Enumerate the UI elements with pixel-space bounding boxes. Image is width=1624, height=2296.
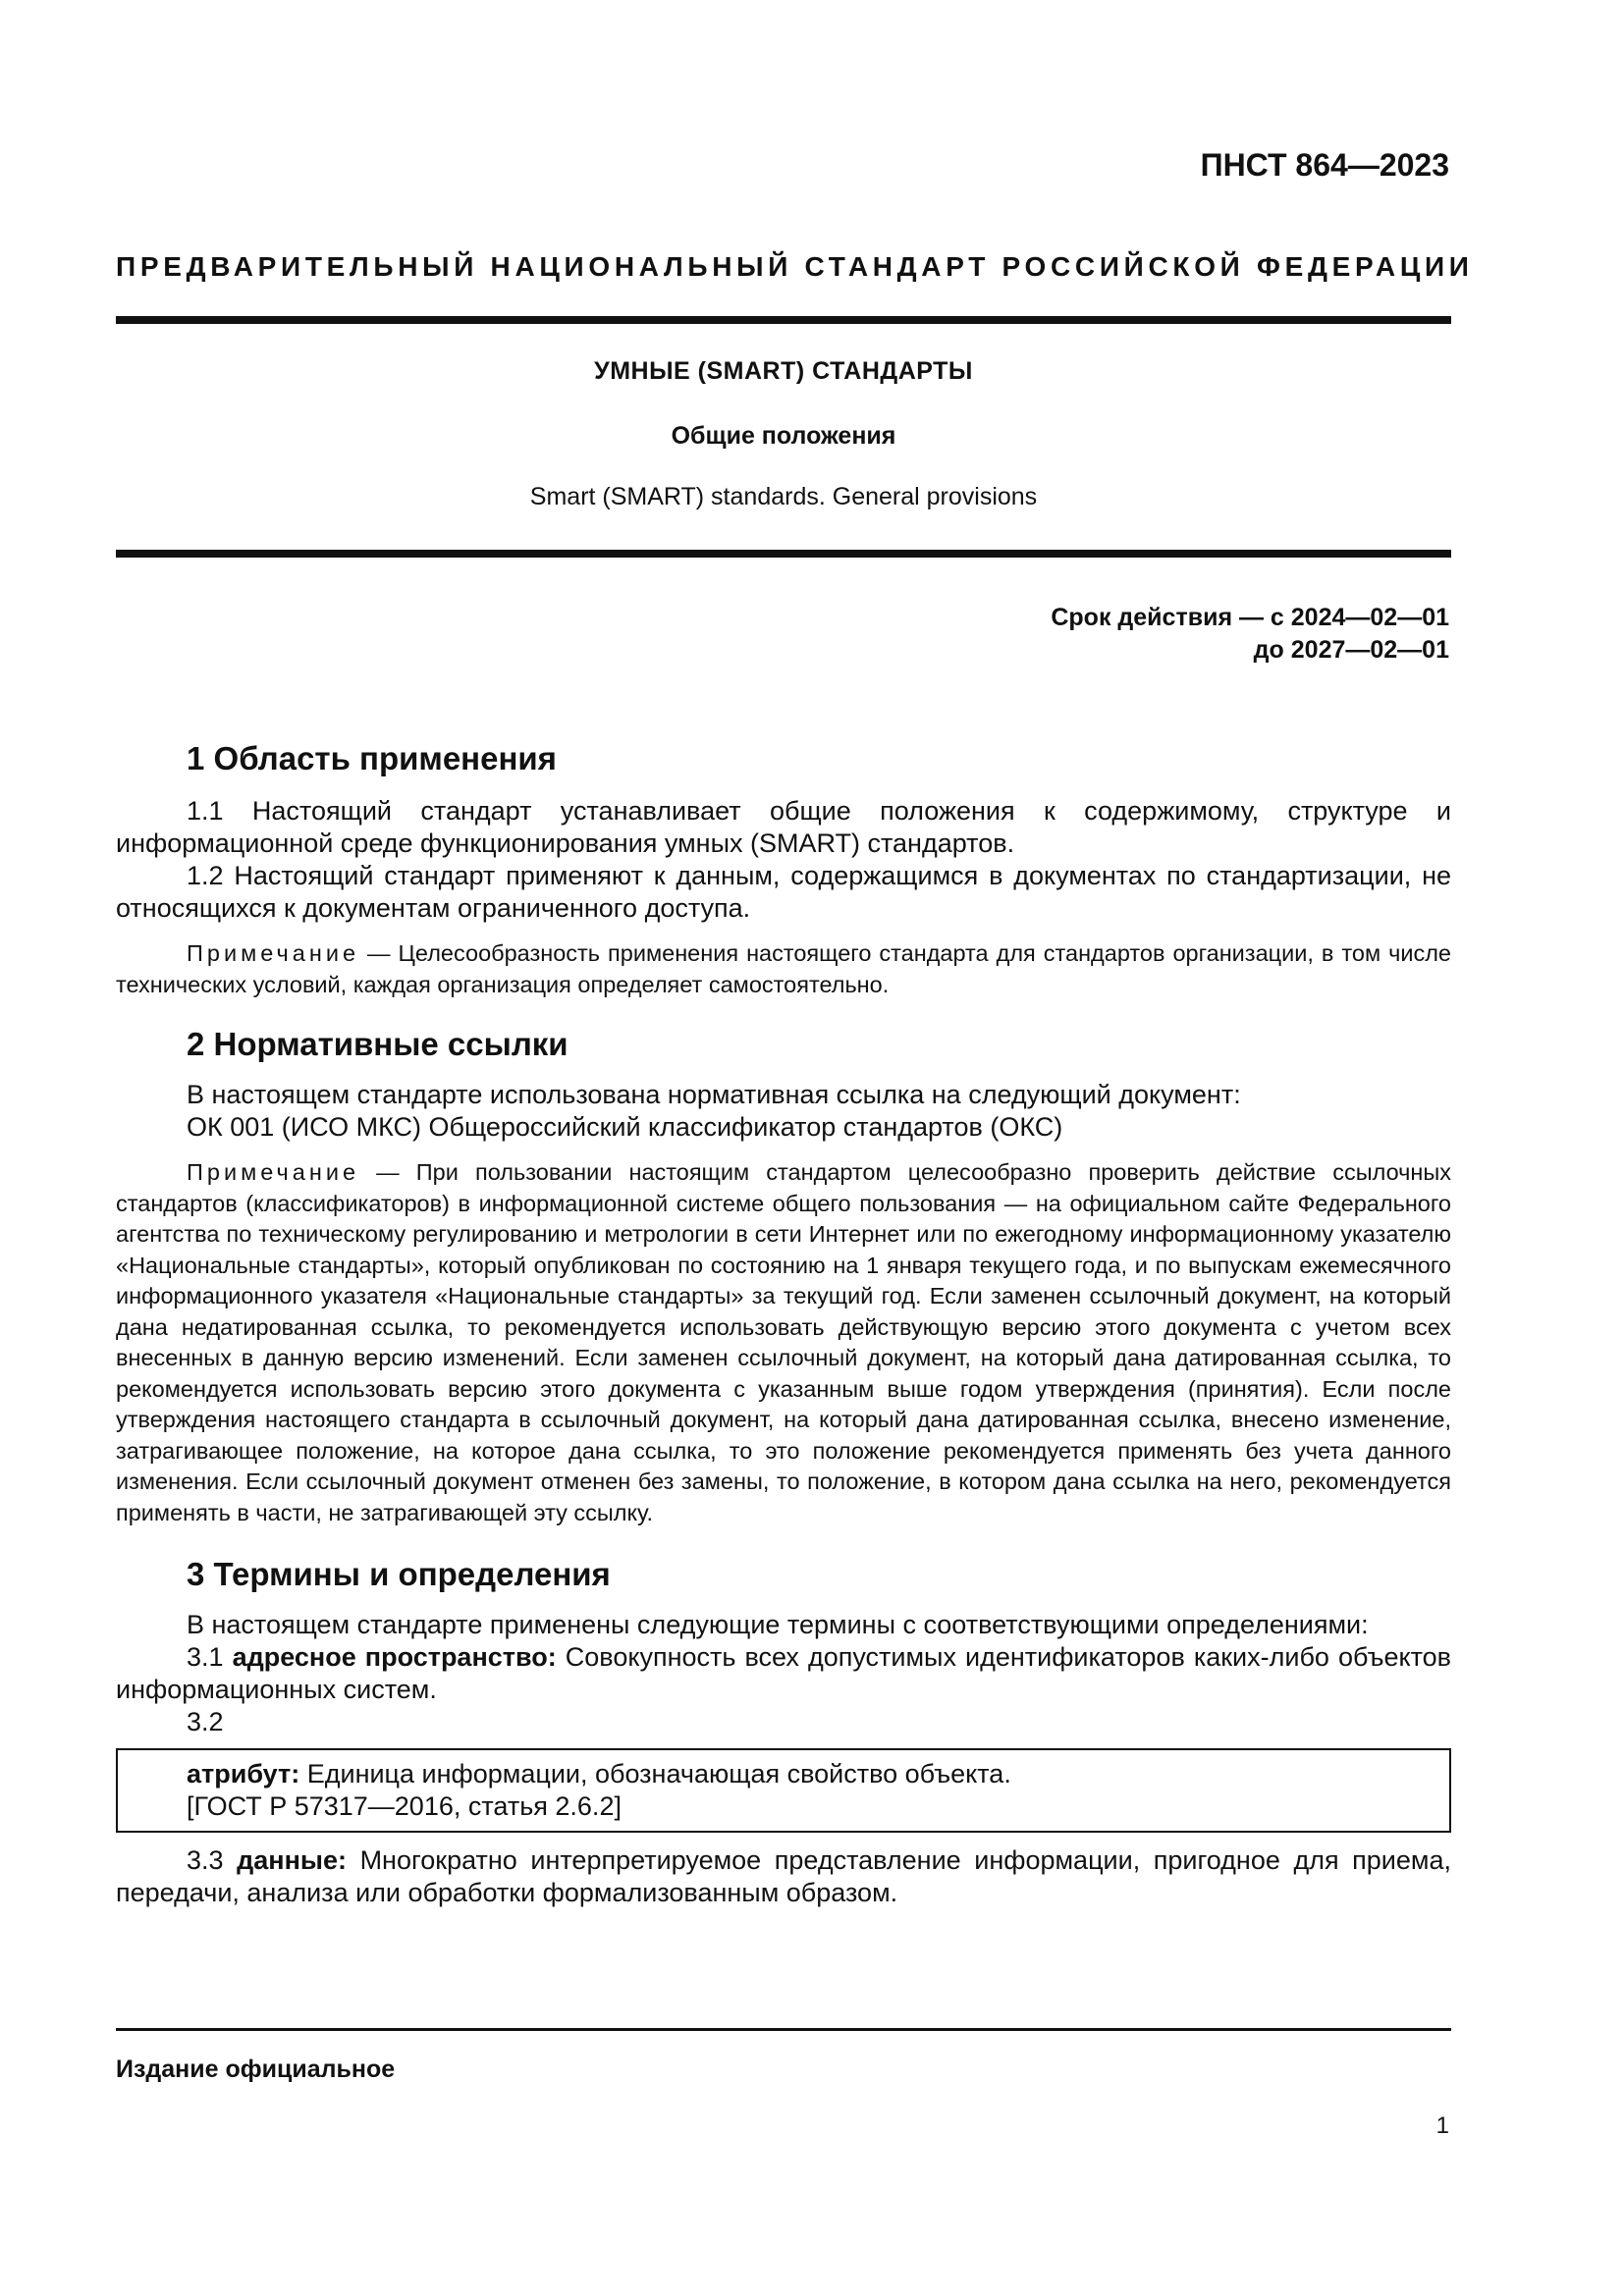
term-definition: Многократно интерпретируемое представление информации, пригодное для приема, передачи, анализа или обработки формализованным образом. (116, 1845, 1451, 1907)
section-3 (116, 1554, 1451, 1909)
term-3-3 (116, 1844, 1451, 1909)
standard-english-title: Smart (SMART) standards. General provisions (529, 483, 1038, 510)
section-1 (116, 738, 1451, 1000)
term-name: адресное пространство: (232, 1642, 557, 1672)
validity-from: Срок действия — с 2024—02—01 (1051, 604, 1449, 631)
note-text: — Целесообразность применения настоящего стандарта для стандартов организации, в том числе технических условий, каждая организация определяет самостоятельно. (116, 940, 1451, 997)
validity-period (1051, 602, 1449, 667)
term-number: 3.1 (187, 1642, 224, 1672)
term-3-2-box (116, 1748, 1451, 1833)
standard-subtitle: Общие положения (671, 422, 896, 450)
section-heading: 2 Нормативные ссылки (187, 1026, 568, 1062)
header-rule (116, 316, 1451, 324)
term-3-2-number: 3.2 (187, 1707, 224, 1736)
term-name: атрибут: (187, 1759, 300, 1789)
term-definition: Единица информации, обозначающая свойство объекта. (299, 1759, 1011, 1789)
clause-1-1 (116, 795, 1451, 860)
normative-reference: ОК 001 (ИСО МКС) Общероссийский классификатор стандартов (ОКС) (187, 1112, 1063, 1142)
note-label: Примечание (187, 1159, 360, 1185)
clause-number: 1.2 (187, 861, 224, 890)
term-definition: Совокупность всех допустимых идентификаторов каких-либо объектов информационных систем. (116, 1642, 1451, 1704)
national-standard-header: ПРЕДВАРИТЕЛЬНЫЙ НАЦИОНАЛЬНЫЙ СТАНДАРТ РОССИЙСКОЙ ФЕДЕРАЦИИ (116, 251, 1474, 282)
title-rule (116, 550, 1451, 558)
standard-title: УМНЫЕ (SMART) СТАНДАРТЫ (594, 357, 973, 385)
note-text: — При пользовании настоящим стандартом целесообразно проверить действие ссылочных стандартов (классификаторов) в информационной системе общего пользования — на официальном сайте Федерального агентства по техническому регулированию и метрологии в сети Интернет или по ежегодному информационному указателю «Национальные стандарты», который опубликован по состоянию на 1 января текущего года, и по выпускам ежемесячного информационного указателя «Национальные стандарты» за текущий год. Если заменен ссылочный документ, на который дана недатированная ссылка, то рекомендуется использовать действующую версию этого документа с учетом всех внесенных в данную версию изменений. Если заменен ссылочный документ, на который дана датированная ссылка, то рекомендуется использовать версию этого документа с указанным выше годом утверждения (принятия). Если после утверждения настоящего стандарта в ссылочный документ, на который дана датированная ссылка, внесено изменение, затрагивающее положение, на которое дана ссылка, то это положение рекомендуется применять без учета данного изменения. Если ссылочный документ отменен без замены, то положение, в котором дана ссылка на него, рекомендуется применять в части, не затрагивающей эту ссылку. (116, 1159, 1451, 1525)
section-heading: 1 Область применения (187, 740, 557, 776)
section-heading: 3 Термины и определения (187, 1556, 611, 1592)
official-edition: Издание официальное (116, 2056, 396, 2083)
section-2 (116, 1024, 1451, 1528)
document-number: ПНСТ 864—2023 (1200, 147, 1449, 183)
note (116, 1157, 1451, 1528)
note (116, 938, 1451, 1000)
validity-to: до 2027—02—01 (1253, 636, 1449, 664)
normative-intro: В настоящем стандарте использована нормативная ссылка на следующий документ: (187, 1080, 1241, 1109)
document-body (116, 738, 1451, 1909)
term-source: [ГОСТ Р 57317—2016, статья 2.6.2] (187, 1791, 622, 1821)
term-3-1 (116, 1641, 1451, 1706)
term-3-2 (187, 1758, 1439, 1790)
terms-intro: В настоящем стандарте применены следующие термины с соответствующими определениями: (187, 1610, 1369, 1639)
clause-number: 1.1 (187, 796, 224, 826)
clause-text: Настоящий стандарт устанавливает общие положения к содержимому, структуре и информационной среде функционирования умных (SMART) стандартов. (116, 796, 1451, 858)
term-name: данные: (237, 1845, 347, 1875)
footer-rule (116, 2028, 1451, 2031)
clause-text: Настоящий стандарт применяют к данным, содержащимся в документах по стандартизации, не относящихся к документам ограниченного доступа. (116, 861, 1451, 923)
term-number: 3.3 (187, 1845, 224, 1875)
note-label: Примечание (187, 940, 360, 966)
page-number: 1 (1435, 2112, 1449, 2139)
clause-1-2 (116, 860, 1451, 925)
